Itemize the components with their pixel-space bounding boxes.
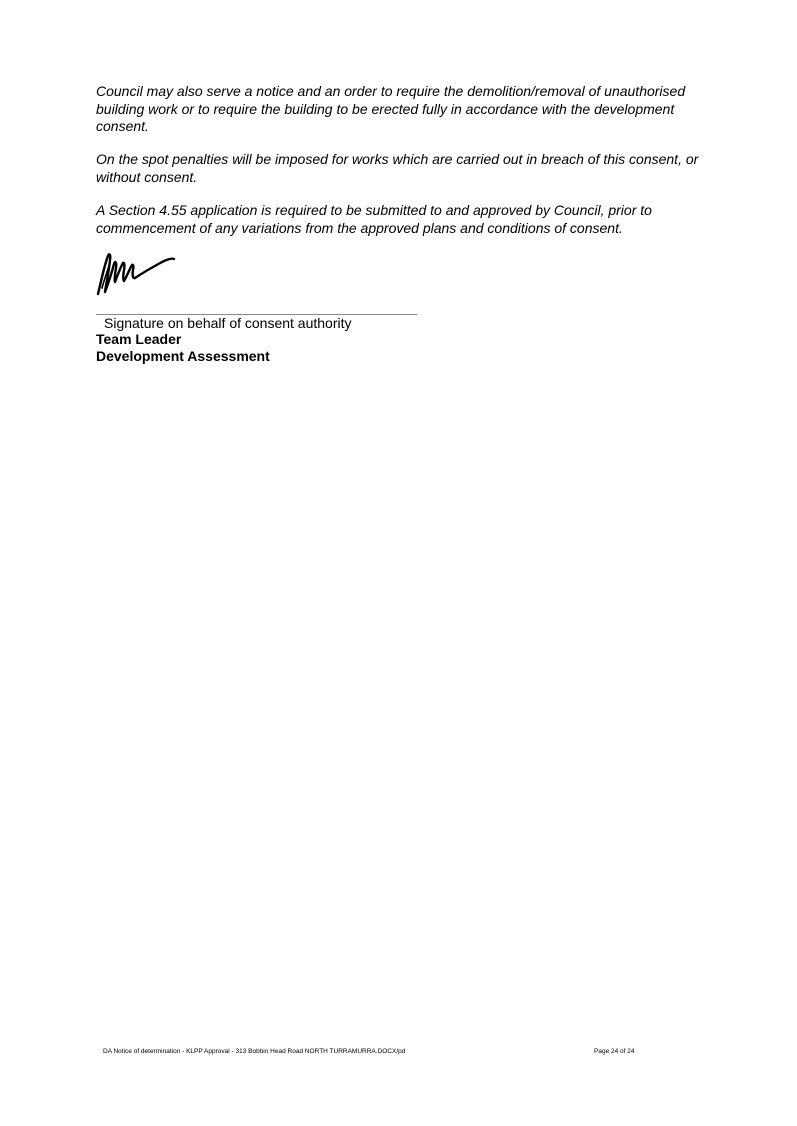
paragraph-penalties: On the spot penalties will be imposed for works which are carried out in breach of this consent, or without consent. [96, 151, 699, 185]
paragraph-section-455: A Section 4.55 application is required to be submitted to and approved by Council, prior to commencement of any variations from the approved plans and conditions of consent. [96, 202, 652, 236]
handwritten-signature [96, 250, 186, 298]
footer-document-reference: DA Notice of determination - KLPP Approval - 313 Bobbin Head Road NORTH TURRAMURRA.DOCX/pd [103, 1048, 406, 1055]
signatory-title: Team Leader [96, 331, 182, 347]
signatory-department: Development Assessment [96, 348, 270, 364]
signature-caption: Signature on behalf of consent authority [104, 315, 352, 331]
paragraph-demolition-notice: Council may also serve a notice and an order to require the demolition/removal of unauthorised building work or to require the building to be erected fully in accordance with the development consent. [96, 83, 686, 134]
footer-page-number: Page 24 of 24 [594, 1048, 635, 1055]
